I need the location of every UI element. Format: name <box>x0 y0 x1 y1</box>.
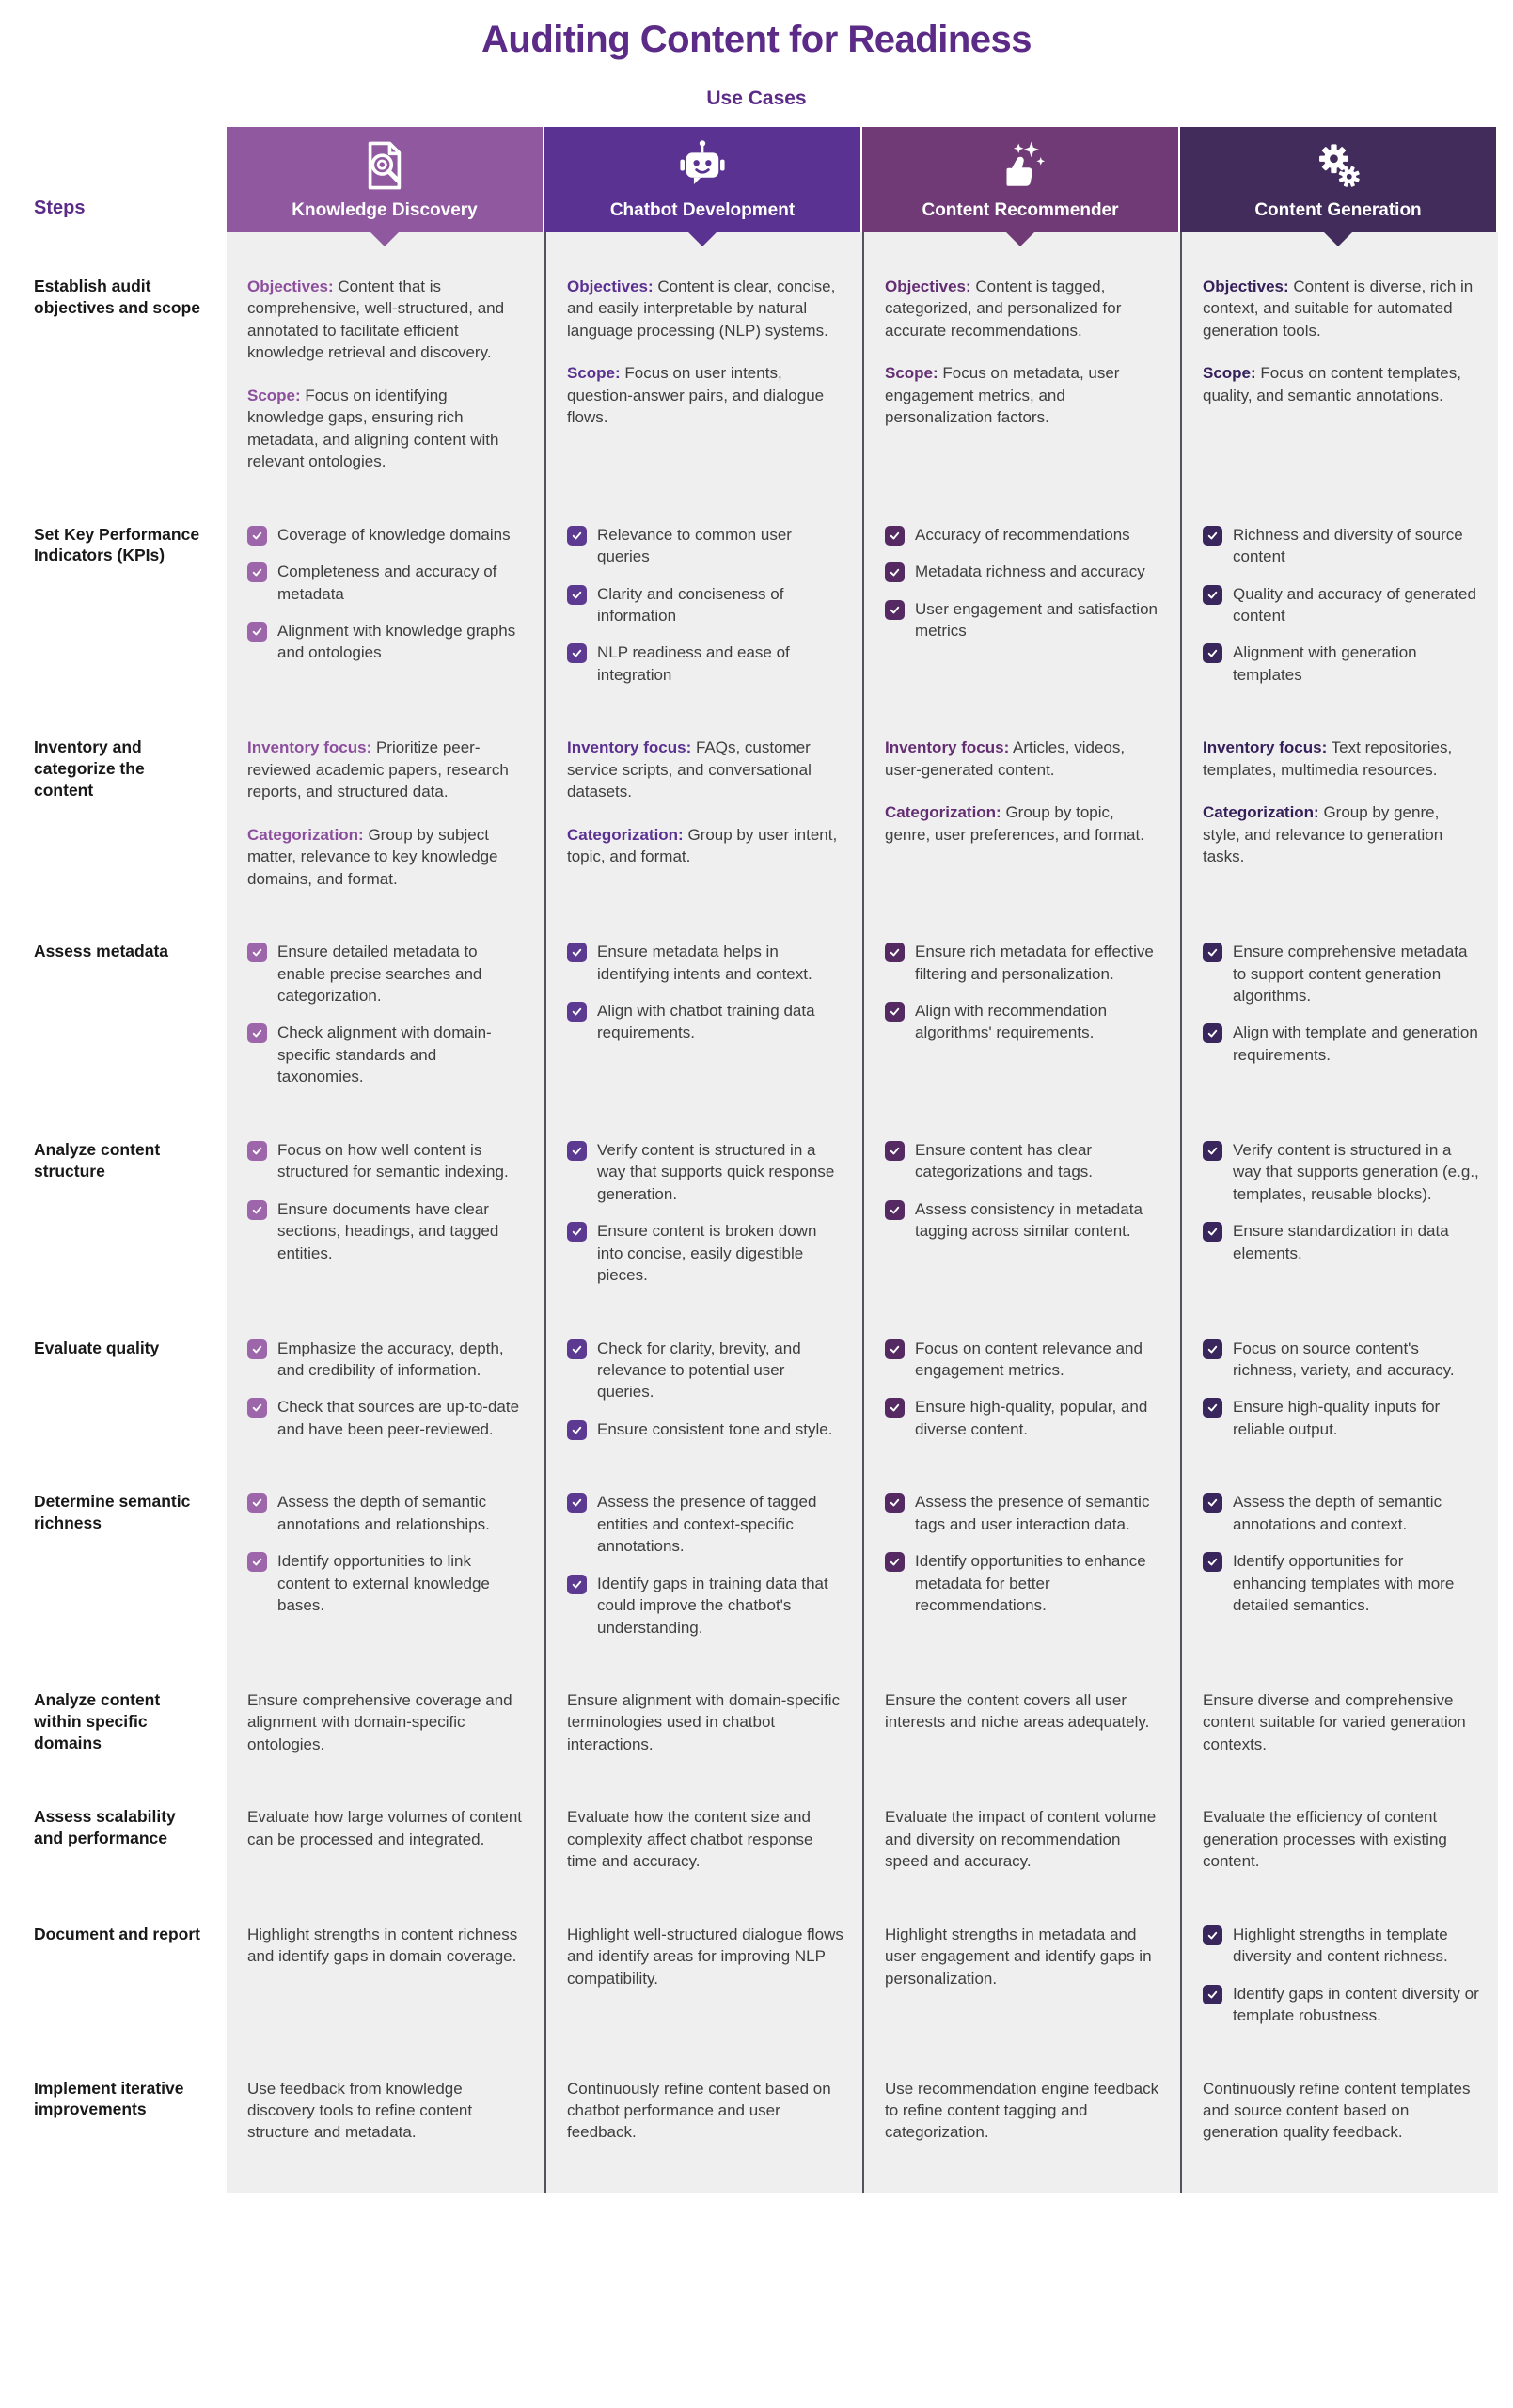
checkbox-checked-icon <box>885 600 905 620</box>
checkbox-checked-icon <box>567 943 587 962</box>
checkbox-checked-icon <box>885 1200 905 1220</box>
plain-text: Evaluate how the content size and complexity affect chatbot response time and accuracy. <box>567 1808 813 1871</box>
checklist-item <box>247 1550 526 1616</box>
checklist-item <box>1203 524 1479 568</box>
checklist-item-text: Focus on how well content is structured for semantic indexing. <box>277 1140 509 1181</box>
plain-text: Continuously refine content based on chatbot performance and user feedback. <box>567 2079 831 2142</box>
keyword-label: Objectives: <box>567 277 654 295</box>
gears-icon <box>1311 138 1365 193</box>
keyword-label: Objectives: <box>885 277 971 295</box>
matrix-cell <box>544 499 862 712</box>
step-label: Assess metadata <box>34 915 227 1114</box>
matrix-cell <box>544 1781 862 1897</box>
matrix-cell <box>1180 1465 1498 1664</box>
keyword-label: Scope: <box>567 364 621 383</box>
checklist-item <box>885 1198 1161 1243</box>
checkbox-checked-icon <box>567 1002 587 1022</box>
checkbox-checked-icon <box>1203 1222 1222 1242</box>
checklist-item <box>567 1139 843 1205</box>
checklist-item-text: Assess the presence of semantic tags and user interaction data. <box>915 1493 1150 1533</box>
matrix-cell <box>544 1312 862 1466</box>
checklist-item-text: Relevance to common user queries <box>597 525 792 566</box>
header-pointer-arrow <box>687 231 717 246</box>
matrix-cell <box>862 499 1180 712</box>
labeled-text: Objectives: Content is diverse, rich in context, and suitable for automated generation tools. <box>1203 277 1474 340</box>
matrix-cell <box>1180 1114 1498 1312</box>
keyword-label: Objectives: <box>1203 277 1289 295</box>
labeled-text: Scope: Focus on metadata, user engagement metrics, and personalization factors. <box>885 364 1120 427</box>
checkbox-checked-icon <box>567 1575 587 1594</box>
matrix-cell <box>544 1898 862 2052</box>
checklist-item <box>1203 1396 1479 1440</box>
checkbox-checked-icon <box>1203 526 1222 546</box>
matrix-cell <box>862 2052 1180 2193</box>
matrix-cell <box>1180 2052 1498 2193</box>
matrix-cell <box>862 711 1180 915</box>
checklist-item-text: Ensure detailed metadata to enable precise searches and categorization. <box>277 943 482 1005</box>
checklist-item-text: Check alignment with domain-specific standards and taxonomies. <box>277 1023 492 1086</box>
checklist-item <box>567 1220 843 1286</box>
checklist-item-text: Ensure high-quality, popular, and diverse content. <box>915 1398 1148 1438</box>
matrix-cell <box>1180 915 1498 1114</box>
page-title: Auditing Content for Readiness <box>481 19 1032 60</box>
checklist-item-text: NLP readiness and ease of integration <box>597 643 790 684</box>
keyword-label: Categorization: <box>885 803 1001 822</box>
checklist-item-text: Assess consistency in metadata tagging across similar content. <box>915 1199 1143 1241</box>
checkbox-checked-icon <box>247 1398 267 1418</box>
checkbox-checked-icon <box>247 1339 267 1359</box>
checklist-item <box>567 524 843 568</box>
checkbox-checked-icon <box>1203 1925 1222 1945</box>
matrix-cell <box>544 915 862 1114</box>
checklist-item <box>885 941 1161 985</box>
labeled-text: Scope: Focus on content templates, quality, and semantic annotations. <box>1203 364 1461 404</box>
plain-text: Highlight strengths in metadata and user engagement and identify gaps in personalization. <box>885 1925 1152 1988</box>
checklist-item <box>1203 1338 1479 1382</box>
checkbox-checked-icon <box>885 1002 905 1022</box>
checklist-item-text: Assess the depth of semantic annotations and context. <box>1233 1493 1442 1533</box>
checklist-item <box>1203 1983 1479 2027</box>
keyword-label: Inventory focus: <box>567 738 692 757</box>
checklist-item <box>247 524 526 546</box>
matrix-cell <box>862 1898 1180 2052</box>
checklist-item-text: Ensure high-quality inputs for reliable output. <box>1233 1398 1441 1438</box>
checkbox-checked-icon <box>1203 943 1222 962</box>
matrix-cell <box>862 1114 1180 1312</box>
header-pointer-arrow <box>370 231 400 246</box>
checklist-item <box>1203 1139 1479 1205</box>
keyword-label: Categorization: <box>1203 803 1319 822</box>
checklist-item-text: Identify opportunities to link content to external knowledge bases. <box>277 1552 490 1615</box>
checkbox-checked-icon <box>1203 1552 1222 1572</box>
matrix-cell <box>544 1114 862 1312</box>
checklist-item <box>247 561 526 605</box>
checkbox-checked-icon <box>247 562 267 582</box>
matrix-cell <box>862 1465 1180 1664</box>
checkbox-checked-icon <box>247 1200 267 1220</box>
checkbox-checked-icon <box>567 585 587 605</box>
robot-icon <box>675 138 730 193</box>
checklist-item <box>567 1573 843 1639</box>
labeled-text: Categorization: Group by subject matter, relevance to key knowledge domains, and format. <box>247 825 498 888</box>
checklist-item-text: User engagement and satisfaction metrics <box>915 599 1158 640</box>
checklist-item-text: Check for clarity, brevity, and relevance to potential user queries. <box>597 1339 801 1402</box>
checklist-item-text: Align with template and generation requirements. <box>1233 1023 1478 1064</box>
column-header-label: Content Generation <box>1254 200 1422 220</box>
checklist-item <box>885 1396 1161 1440</box>
column-header-label: Content Recommender <box>922 200 1119 220</box>
checkbox-checked-icon <box>247 1493 267 1513</box>
checkbox-checked-icon <box>247 1023 267 1043</box>
checkbox-checked-icon <box>885 943 905 962</box>
matrix-cell <box>227 1114 544 1312</box>
checklist-item <box>885 1338 1161 1382</box>
steps-label: Steps <box>34 198 86 218</box>
checklist-item-text: Identify gaps in content diversity or template robustness. <box>1233 1984 1479 2025</box>
matrix-cell <box>227 711 544 915</box>
checklist-item <box>885 1491 1161 1535</box>
checkbox-checked-icon <box>885 562 905 582</box>
checkbox-checked-icon <box>567 1222 587 1242</box>
labeled-text: Categorization: Group by user intent, topic, and format. <box>567 825 838 866</box>
checklist-item <box>1203 1550 1479 1616</box>
document-search-icon <box>357 138 412 193</box>
checkbox-checked-icon <box>885 1141 905 1161</box>
matrix-cell <box>544 1664 862 1781</box>
checklist-item <box>885 598 1161 642</box>
matrix-cell <box>227 1781 544 1897</box>
audit-matrix <box>34 127 1513 2193</box>
keyword-label: Scope: <box>247 386 301 404</box>
checkbox-checked-icon <box>1203 643 1222 663</box>
checkbox-checked-icon <box>1203 1141 1222 1161</box>
checklist-item <box>885 524 1161 546</box>
header-pointer-arrow <box>1005 231 1035 246</box>
column-header-knowledge-discovery <box>227 127 543 232</box>
labeled-text: Inventory focus: Prioritize peer-reviewed academic papers, research reports, and structured data. <box>247 738 509 801</box>
checkbox-checked-icon <box>247 526 267 546</box>
checklist-item <box>1203 1022 1479 1066</box>
checklist-item-text: Verify content is structured in a way that supports generation (e.g., templates, reusable blocks). <box>1233 1140 1479 1203</box>
checkbox-checked-icon <box>1203 1985 1222 2004</box>
checkbox-checked-icon <box>885 1398 905 1418</box>
labeled-text: Inventory focus: FAQs, customer service scripts, and conversational datasets. <box>567 738 812 801</box>
matrix-cell <box>1180 499 1498 712</box>
matrix-cell <box>1180 711 1498 915</box>
matrix-cell <box>227 915 544 1114</box>
checklist-item <box>1203 642 1479 686</box>
checklist-item <box>567 1418 843 1440</box>
labeled-text: Scope: Focus on user intents, question-answer pairs, and dialogue flows. <box>567 364 825 427</box>
checklist-item <box>567 941 843 985</box>
step-label: Implement iterative improvements <box>34 2052 227 2193</box>
labeled-text: Categorization: Group by topic, genre, user preferences, and format. <box>885 803 1144 844</box>
checkbox-checked-icon <box>885 1493 905 1513</box>
keyword-label: Categorization: <box>567 825 684 844</box>
plain-text: Ensure alignment with domain-specific terminologies used in chatbot interactions. <box>567 1691 841 1753</box>
matrix-cell <box>227 232 544 499</box>
keyword-label: Inventory focus: <box>885 738 1010 757</box>
step-label: Evaluate quality <box>34 1312 227 1466</box>
step-label: Assess scalability and performance <box>34 1781 227 1897</box>
matrix-cell <box>227 499 544 712</box>
checkbox-checked-icon <box>1203 1339 1222 1359</box>
keyword-label: Categorization: <box>247 825 364 844</box>
checklist-item-text: Ensure rich metadata for effective filtering and personalization. <box>915 943 1154 983</box>
step-label: Establish audit objectives and scope <box>34 232 227 499</box>
plain-text: Highlight strengths in content richness and identify gaps in domain coverage. <box>247 1925 518 1966</box>
checklist-item <box>247 1338 526 1382</box>
checkbox-checked-icon <box>567 1141 587 1161</box>
step-label: Determine semantic richness <box>34 1465 227 1664</box>
matrix-cell <box>862 1312 1180 1466</box>
checklist-item-text: Align with recommendation algorithms' requirements. <box>915 1001 1108 1042</box>
checklist-item <box>247 1491 526 1535</box>
checklist-item <box>247 620 526 664</box>
plain-text: Ensure the content covers all user interests and niche areas adequately. <box>885 1691 1150 1732</box>
checklist-item-text: Alignment with generation templates <box>1233 643 1417 684</box>
checklist-item <box>885 1000 1161 1044</box>
keyword-label: Scope: <box>885 364 938 383</box>
matrix-cell <box>862 915 1180 1114</box>
step-label: Analyze content within specific domains <box>34 1664 227 1781</box>
checklist-item <box>1203 583 1479 627</box>
column-header-label: Chatbot Development <box>609 200 796 220</box>
checkbox-checked-icon <box>885 1552 905 1572</box>
plain-text: Evaluate the impact of content volume and diversity on recommendation speed and accuracy. <box>885 1808 1157 1871</box>
checklist-item-text: Completeness and accuracy of metadata <box>277 562 497 603</box>
checklist-item-text: Quality and accuracy of generated content <box>1233 584 1476 625</box>
column-header-content-recommender <box>862 127 1178 232</box>
checkbox-checked-icon <box>1203 585 1222 605</box>
checklist-item <box>567 1491 843 1557</box>
matrix-cell <box>544 232 862 499</box>
checklist-item-text: Verify content is structured in a way that supports quick response generation. <box>597 1140 835 1203</box>
checkbox-checked-icon <box>567 1493 587 1513</box>
checklist-item <box>247 1139 526 1183</box>
checklist-item-text: Identify gaps in training data that could improve the chatbot's understanding. <box>597 1574 828 1637</box>
plain-text: Evaluate the efficiency of content generation processes with existing content. <box>1203 1808 1447 1871</box>
labeled-text: Categorization: Group by genre, style, and relevance to generation tasks. <box>1203 803 1443 866</box>
checklist-item-text: Highlight strengths in template diversity and content richness. <box>1233 1925 1448 1966</box>
checklist-item-text: Coverage of knowledge domains <box>277 525 511 544</box>
checklist-item <box>885 1139 1161 1183</box>
checklist-item-text: Ensure standardization in data elements. <box>1233 1222 1449 1262</box>
matrix-cell <box>227 1465 544 1664</box>
column-header-label: Knowledge Discovery <box>292 200 478 220</box>
checklist-item-text: Ensure consistent tone and style. <box>597 1419 833 1438</box>
step-label: Set Key Performance Indicators (KPIs) <box>34 499 227 712</box>
checklist-item <box>567 583 843 627</box>
matrix-cell <box>227 2052 544 2193</box>
checklist-item-text: Focus on content relevance and engagement metrics. <box>915 1339 1143 1379</box>
labeled-text: Objectives: Content is tagged, categorized, and personalized for accurate recommendations. <box>885 277 1122 340</box>
checklist-item <box>247 941 526 1006</box>
plain-text: Ensure comprehensive coverage and alignment with domain-specific ontologies. <box>247 1691 512 1753</box>
checkbox-checked-icon <box>1203 1493 1222 1513</box>
checklist-item-text: Emphasize the accuracy, depth, and credibility of information. <box>277 1339 504 1379</box>
plain-text: Use feedback from knowledge discovery tools to refine content structure and metadata. <box>247 2079 473 2142</box>
checklist-item-text: Alignment with knowledge graphs and ontologies <box>277 621 516 662</box>
matrix-cell <box>1180 1781 1498 1897</box>
plain-text: Continuously refine content templates and source content based on generation quality feedback. <box>1203 2079 1471 2142</box>
plain-text: Highlight well-structured dialogue flows and identify areas for improving NLP compatibility. <box>567 1925 843 1988</box>
checkbox-checked-icon <box>247 943 267 962</box>
checklist-item-text: Align with chatbot training data requirements. <box>597 1001 815 1042</box>
checklist-item-text: Identify opportunities for enhancing templates with more detailed semantics. <box>1233 1552 1455 1615</box>
matrix-cell <box>1180 1898 1498 2052</box>
checklist-item <box>885 1550 1161 1616</box>
checklist-item <box>567 1338 843 1403</box>
page-subtitle: Use Cases <box>706 87 807 109</box>
header-pointer-arrow <box>1323 231 1353 246</box>
checklist-item-text: Richness and diversity of source content <box>1233 525 1463 566</box>
checklist-item-text: Check that sources are up-to-date and have been peer-reviewed. <box>277 1398 520 1438</box>
checkbox-checked-icon <box>885 1339 905 1359</box>
checkbox-checked-icon <box>885 526 905 546</box>
checkbox-checked-icon <box>247 1141 267 1161</box>
step-label: Document and report <box>34 1898 227 2052</box>
labeled-text: Inventory focus: Articles, videos, user-generated content. <box>885 738 1126 779</box>
matrix-cell <box>227 1664 544 1781</box>
checklist-item <box>567 642 843 686</box>
checkbox-checked-icon <box>567 1420 587 1440</box>
matrix-cell <box>544 2052 862 2193</box>
plain-text: Use recommendation engine feedback to refine content tagging and categorization. <box>885 2079 1159 2142</box>
step-label: Analyze content structure <box>34 1114 227 1312</box>
checklist-item <box>247 1198 526 1264</box>
matrix-cell <box>862 232 1180 499</box>
checkbox-checked-icon <box>1203 1023 1222 1043</box>
step-label: Inventory and categorize the content <box>34 711 227 915</box>
checklist-item-text: Ensure documents have clear sections, headings, and tagged entities. <box>277 1199 499 1262</box>
column-header-chatbot-development <box>544 127 860 232</box>
plain-text: Ensure diverse and comprehensive content suitable for varied generation contexts. <box>1203 1691 1466 1753</box>
column-header-content-generation <box>1180 127 1496 232</box>
checklist-item-text: Ensure comprehensive metadata to support content generation algorithms. <box>1233 943 1468 1005</box>
checklist-item <box>567 1000 843 1044</box>
checklist-item <box>1203 1220 1479 1264</box>
keyword-label: Inventory focus: <box>1203 738 1328 757</box>
checkbox-checked-icon <box>247 622 267 642</box>
checklist-item <box>885 561 1161 582</box>
checklist-item-text: Ensure content is broken down into concise, easily digestible pieces. <box>597 1222 817 1285</box>
checklist-item-text: Ensure content has clear categorizations and tags. <box>915 1140 1094 1181</box>
labeled-text: Objectives: Content is clear, concise, and easily interpretable by natural language processing (NLP) systems. <box>567 277 836 340</box>
checklist-item-text: Ensure metadata helps in identifying intents and context. <box>597 943 812 983</box>
plain-text: Evaluate how large volumes of content can be processed and integrated. <box>247 1808 523 1848</box>
checklist-item-text: Metadata richness and accuracy <box>915 562 1145 581</box>
checklist-item-text: Focus on source content's richness, variety, and accuracy. <box>1233 1339 1455 1379</box>
labeled-text: Scope: Focus on identifying knowledge gaps, ensuring rich metadata, and aligning content with relevant ontologies. <box>247 386 499 471</box>
matrix-cell <box>544 1465 862 1664</box>
matrix-cell <box>227 1312 544 1466</box>
matrix-cell <box>1180 1664 1498 1781</box>
keyword-label: Inventory focus: <box>247 738 372 757</box>
checklist-item-text: Assess the presence of tagged entities and context-specific annotations. <box>597 1493 817 1556</box>
checklist-item-text: Identify opportunities to enhance metadata for better recommendations. <box>915 1552 1146 1615</box>
matrix-cell <box>1180 1312 1498 1466</box>
matrix-cell <box>227 1898 544 2052</box>
checklist-item <box>247 1396 526 1440</box>
checklist-item <box>1203 941 1479 1006</box>
keyword-label: Objectives: <box>247 277 334 295</box>
checklist-item-text: Accuracy of recommendations <box>915 525 1130 544</box>
checklist-item <box>247 1022 526 1087</box>
checklist-item-text: Assess the depth of semantic annotations and relationships. <box>277 1493 490 1533</box>
matrix-cell <box>1180 232 1498 499</box>
labeled-text: Objectives: Content that is comprehensive, well-structured, and annotated to facilitate efficient knowledge retrieval and discovery. <box>247 277 505 362</box>
checklist-item <box>1203 1491 1479 1535</box>
checkbox-checked-icon <box>247 1552 267 1572</box>
keyword-label: Scope: <box>1203 364 1256 383</box>
matrix-cell <box>544 711 862 915</box>
checkbox-checked-icon <box>567 643 587 663</box>
checklist-item <box>1203 1924 1479 1968</box>
matrix-cell <box>862 1664 1180 1781</box>
labeled-text: Inventory focus: Text repositories, templates, multimedia resources. <box>1203 738 1453 779</box>
checklist-item-text: Clarity and conciseness of information <box>597 584 784 625</box>
thumbs-up-stars-icon <box>993 138 1048 193</box>
matrix-cell <box>862 1781 1180 1897</box>
checkbox-checked-icon <box>1203 1398 1222 1418</box>
checkbox-checked-icon <box>567 1339 587 1359</box>
checkbox-checked-icon <box>567 526 587 546</box>
